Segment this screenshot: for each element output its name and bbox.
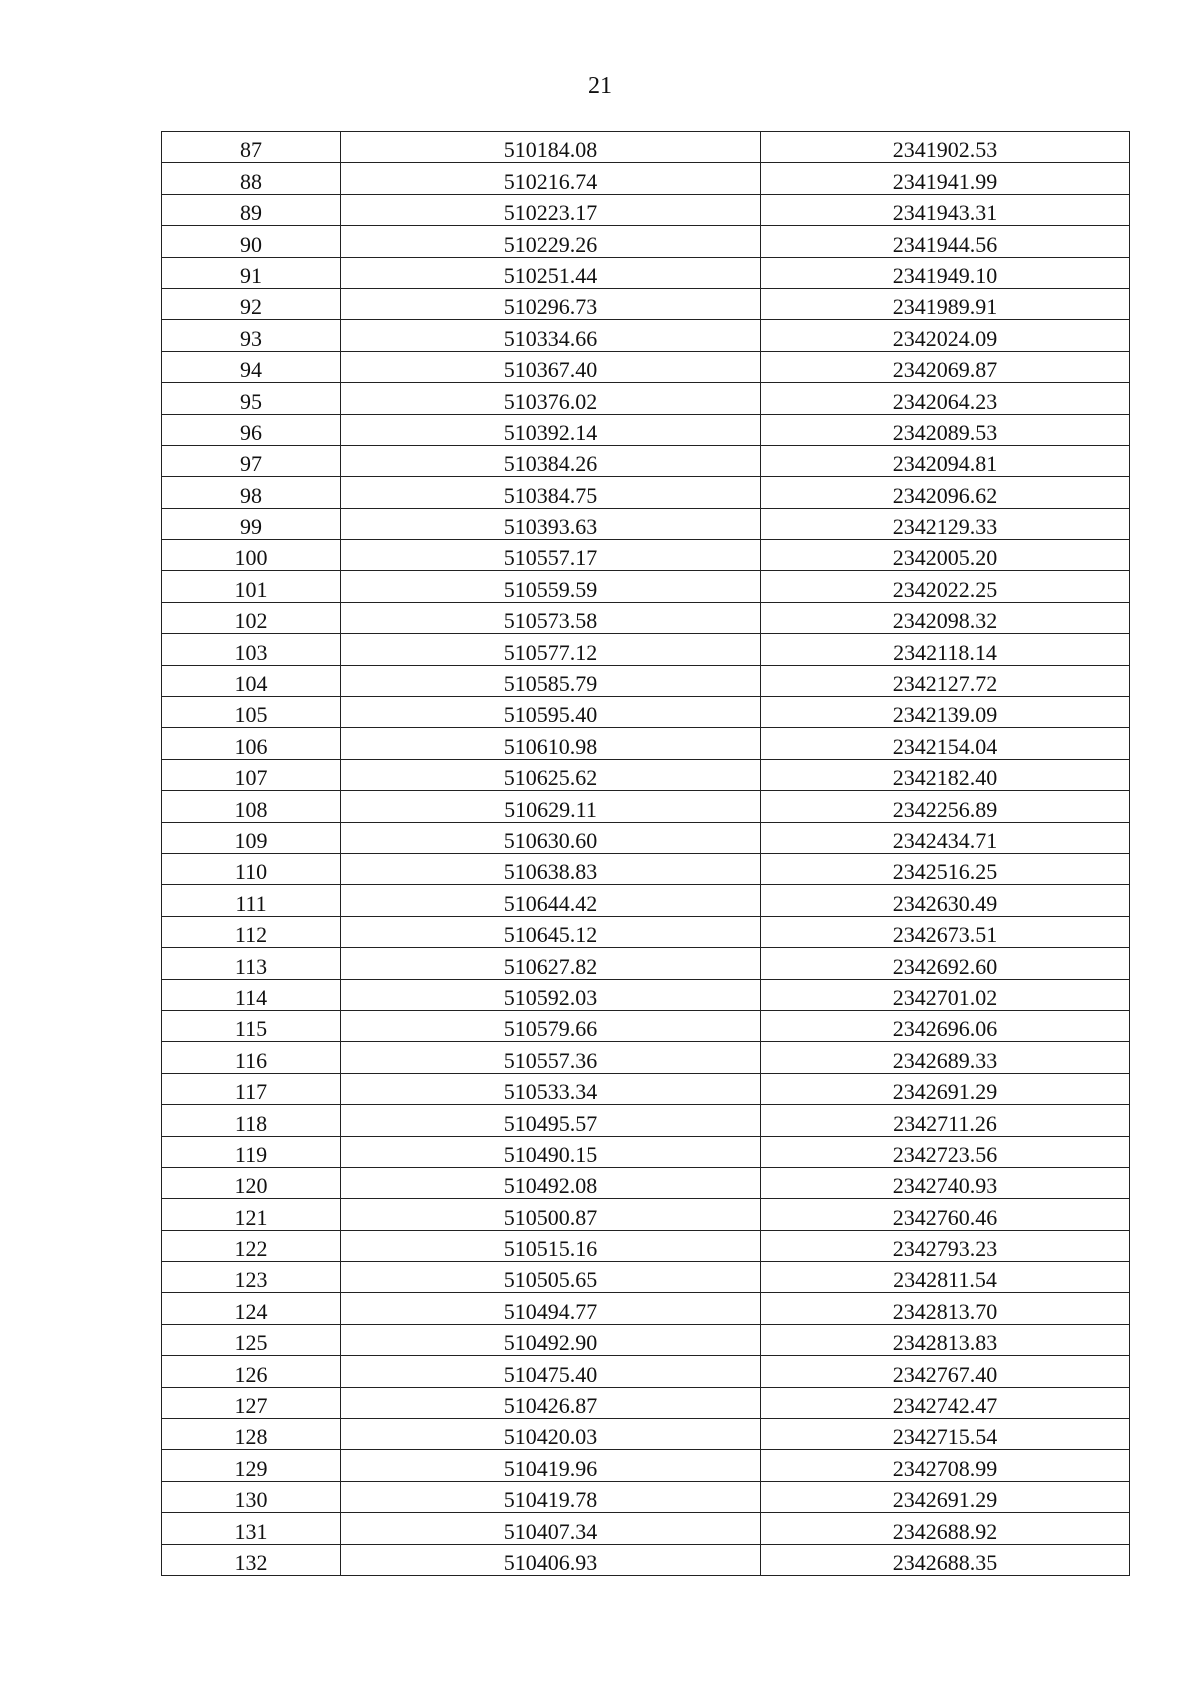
y-coordinate-cell: 2342767.40 bbox=[761, 1356, 1130, 1387]
table-row bbox=[162, 1513, 1130, 1544]
y-coordinate-cell: 2341902.53 bbox=[761, 132, 1130, 163]
x-coordinate-cell: 510644.42 bbox=[341, 885, 761, 916]
table-row bbox=[162, 1010, 1130, 1041]
x-coordinate-cell: 510592.03 bbox=[341, 979, 761, 1010]
point-number-cell: 116 bbox=[162, 1042, 341, 1073]
y-coordinate-cell: 2342069.87 bbox=[761, 351, 1130, 382]
y-coordinate-cell: 2342256.89 bbox=[761, 791, 1130, 822]
x-coordinate-cell: 510585.79 bbox=[341, 665, 761, 696]
table-row bbox=[162, 1105, 1130, 1136]
table-row bbox=[162, 508, 1130, 539]
table-row bbox=[162, 320, 1130, 351]
y-coordinate-cell: 2342701.02 bbox=[761, 979, 1130, 1010]
x-coordinate-cell: 510595.40 bbox=[341, 697, 761, 728]
point-number-cell: 96 bbox=[162, 414, 341, 445]
x-coordinate-cell: 510492.08 bbox=[341, 1167, 761, 1198]
y-coordinate-cell: 2342688.92 bbox=[761, 1513, 1130, 1544]
table-row bbox=[162, 728, 1130, 759]
point-number-cell: 107 bbox=[162, 759, 341, 790]
point-number-cell: 125 bbox=[162, 1324, 341, 1355]
point-number-cell: 97 bbox=[162, 445, 341, 476]
table-row bbox=[162, 665, 1130, 696]
y-coordinate-cell: 2342692.60 bbox=[761, 948, 1130, 979]
table-row bbox=[162, 132, 1130, 163]
y-coordinate-cell: 2342691.29 bbox=[761, 1073, 1130, 1104]
table-row bbox=[162, 1324, 1130, 1355]
point-number-cell: 113 bbox=[162, 948, 341, 979]
point-number-cell: 111 bbox=[162, 885, 341, 916]
point-number-cell: 121 bbox=[162, 1199, 341, 1230]
y-coordinate-cell: 2342129.33 bbox=[761, 508, 1130, 539]
table-row bbox=[162, 979, 1130, 1010]
x-coordinate-cell: 510629.11 bbox=[341, 791, 761, 822]
table-row bbox=[162, 634, 1130, 665]
x-coordinate-cell: 510251.44 bbox=[341, 257, 761, 288]
y-coordinate-cell: 2342742.47 bbox=[761, 1387, 1130, 1418]
point-number-cell: 103 bbox=[162, 634, 341, 665]
x-coordinate-cell: 510229.26 bbox=[341, 226, 761, 257]
point-number-cell: 89 bbox=[162, 194, 341, 225]
x-coordinate-cell: 510334.66 bbox=[341, 320, 761, 351]
point-number-cell: 90 bbox=[162, 226, 341, 257]
table-row bbox=[162, 822, 1130, 853]
point-number-cell: 98 bbox=[162, 477, 341, 508]
y-coordinate-cell: 2342098.32 bbox=[761, 602, 1130, 633]
y-coordinate-cell: 2341949.10 bbox=[761, 257, 1130, 288]
y-coordinate-cell: 2342005.20 bbox=[761, 540, 1130, 571]
y-coordinate-cell: 2342689.33 bbox=[761, 1042, 1130, 1073]
point-number-cell: 115 bbox=[162, 1010, 341, 1041]
y-coordinate-cell: 2342024.09 bbox=[761, 320, 1130, 351]
y-coordinate-cell: 2342434.71 bbox=[761, 822, 1130, 853]
table-row bbox=[162, 1042, 1130, 1073]
y-coordinate-cell: 2342064.23 bbox=[761, 383, 1130, 414]
point-number-cell: 117 bbox=[162, 1073, 341, 1104]
x-coordinate-cell: 510296.73 bbox=[341, 288, 761, 319]
table-row bbox=[162, 1356, 1130, 1387]
point-number-cell: 91 bbox=[162, 257, 341, 288]
x-coordinate-cell: 510557.17 bbox=[341, 540, 761, 571]
x-coordinate-cell: 510577.12 bbox=[341, 634, 761, 665]
y-coordinate-cell: 2342154.04 bbox=[761, 728, 1130, 759]
point-number-cell: 100 bbox=[162, 540, 341, 571]
x-coordinate-cell: 510515.16 bbox=[341, 1230, 761, 1261]
table-row bbox=[162, 1293, 1130, 1324]
y-coordinate-cell: 2342127.72 bbox=[761, 665, 1130, 696]
table-row bbox=[162, 948, 1130, 979]
table-row bbox=[162, 1419, 1130, 1450]
table-row bbox=[162, 288, 1130, 319]
x-coordinate-cell: 510426.87 bbox=[341, 1387, 761, 1418]
x-coordinate-cell: 510625.62 bbox=[341, 759, 761, 790]
x-coordinate-cell: 510367.40 bbox=[341, 351, 761, 382]
y-coordinate-cell: 2341943.31 bbox=[761, 194, 1130, 225]
x-coordinate-cell: 510216.74 bbox=[341, 163, 761, 194]
table-row bbox=[162, 257, 1130, 288]
y-coordinate-cell: 2342630.49 bbox=[761, 885, 1130, 916]
x-coordinate-cell: 510407.34 bbox=[341, 1513, 761, 1544]
y-coordinate-cell: 2342708.99 bbox=[761, 1450, 1130, 1481]
page-number: 21 bbox=[588, 73, 612, 99]
y-coordinate-cell: 2341941.99 bbox=[761, 163, 1130, 194]
point-number-cell: 106 bbox=[162, 728, 341, 759]
x-coordinate-cell: 510492.90 bbox=[341, 1324, 761, 1355]
table-row bbox=[162, 916, 1130, 947]
y-coordinate-cell: 2342182.40 bbox=[761, 759, 1130, 790]
point-number-cell: 104 bbox=[162, 665, 341, 696]
y-coordinate-cell: 2342723.56 bbox=[761, 1136, 1130, 1167]
point-number-cell: 123 bbox=[162, 1262, 341, 1293]
point-number-cell: 109 bbox=[162, 822, 341, 853]
x-coordinate-cell: 510406.93 bbox=[341, 1544, 761, 1575]
point-number-cell: 132 bbox=[162, 1544, 341, 1575]
point-number-cell: 112 bbox=[162, 916, 341, 947]
table-row bbox=[162, 414, 1130, 445]
x-coordinate-cell: 510573.58 bbox=[341, 602, 761, 633]
table-row bbox=[162, 571, 1130, 602]
y-coordinate-cell: 2342139.09 bbox=[761, 697, 1130, 728]
point-number-cell: 95 bbox=[162, 383, 341, 414]
y-coordinate-cell: 2342691.29 bbox=[761, 1481, 1130, 1512]
x-coordinate-cell: 510557.36 bbox=[341, 1042, 761, 1073]
point-number-cell: 119 bbox=[162, 1136, 341, 1167]
x-coordinate-cell: 510184.08 bbox=[341, 132, 761, 163]
x-coordinate-cell: 510559.59 bbox=[341, 571, 761, 602]
table-row bbox=[162, 697, 1130, 728]
table-row bbox=[162, 383, 1130, 414]
x-coordinate-cell: 510627.82 bbox=[341, 948, 761, 979]
x-coordinate-cell: 510610.98 bbox=[341, 728, 761, 759]
table-row bbox=[162, 1230, 1130, 1261]
y-coordinate-cell: 2342711.26 bbox=[761, 1105, 1130, 1136]
table-row bbox=[162, 1073, 1130, 1104]
point-number-cell: 108 bbox=[162, 791, 341, 822]
point-number-cell: 129 bbox=[162, 1450, 341, 1481]
point-number-cell: 124 bbox=[162, 1293, 341, 1324]
point-number-cell: 127 bbox=[162, 1387, 341, 1418]
x-coordinate-cell: 510505.65 bbox=[341, 1262, 761, 1293]
x-coordinate-cell: 510419.78 bbox=[341, 1481, 761, 1512]
y-coordinate-cell: 2342813.70 bbox=[761, 1293, 1130, 1324]
table-row bbox=[162, 445, 1130, 476]
table-row bbox=[162, 602, 1130, 633]
point-number-cell: 87 bbox=[162, 132, 341, 163]
point-number-cell: 88 bbox=[162, 163, 341, 194]
y-coordinate-cell: 2342760.46 bbox=[761, 1199, 1130, 1230]
table-row bbox=[162, 540, 1130, 571]
point-number-cell: 114 bbox=[162, 979, 341, 1010]
table-row bbox=[162, 477, 1130, 508]
table-row bbox=[162, 194, 1130, 225]
table-row bbox=[162, 1136, 1130, 1167]
table-row bbox=[162, 885, 1130, 916]
y-coordinate-cell: 2342696.06 bbox=[761, 1010, 1130, 1041]
y-coordinate-cell: 2342813.83 bbox=[761, 1324, 1130, 1355]
x-coordinate-cell: 510376.02 bbox=[341, 383, 761, 414]
point-number-cell: 131 bbox=[162, 1513, 341, 1544]
y-coordinate-cell: 2342715.54 bbox=[761, 1419, 1130, 1450]
table-row bbox=[162, 1481, 1130, 1512]
table-row bbox=[162, 163, 1130, 194]
y-coordinate-cell: 2342673.51 bbox=[761, 916, 1130, 947]
table-row bbox=[162, 1387, 1130, 1418]
y-coordinate-cell: 2342094.81 bbox=[761, 445, 1130, 476]
point-number-cell: 92 bbox=[162, 288, 341, 319]
y-coordinate-cell: 2341989.91 bbox=[761, 288, 1130, 319]
table-row bbox=[162, 351, 1130, 382]
table-row bbox=[162, 1262, 1130, 1293]
point-number-cell: 122 bbox=[162, 1230, 341, 1261]
x-coordinate-cell: 510223.17 bbox=[341, 194, 761, 225]
x-coordinate-cell: 510645.12 bbox=[341, 916, 761, 947]
x-coordinate-cell: 510579.66 bbox=[341, 1010, 761, 1041]
x-coordinate-cell: 510533.34 bbox=[341, 1073, 761, 1104]
y-coordinate-cell: 2342740.93 bbox=[761, 1167, 1130, 1198]
x-coordinate-cell: 510384.26 bbox=[341, 445, 761, 476]
point-number-cell: 94 bbox=[162, 351, 341, 382]
table-row bbox=[162, 1167, 1130, 1198]
x-coordinate-cell: 510495.57 bbox=[341, 1105, 761, 1136]
x-coordinate-cell: 510392.14 bbox=[341, 414, 761, 445]
y-coordinate-cell: 2342811.54 bbox=[761, 1262, 1130, 1293]
table-row bbox=[162, 791, 1130, 822]
point-number-cell: 110 bbox=[162, 853, 341, 884]
point-number-cell: 93 bbox=[162, 320, 341, 351]
point-number-cell: 120 bbox=[162, 1167, 341, 1198]
coordinates-table-body bbox=[162, 132, 1130, 1576]
x-coordinate-cell: 510638.83 bbox=[341, 853, 761, 884]
y-coordinate-cell: 2342516.25 bbox=[761, 853, 1130, 884]
x-coordinate-cell: 510494.77 bbox=[341, 1293, 761, 1324]
point-number-cell: 118 bbox=[162, 1105, 341, 1136]
y-coordinate-cell: 2341944.56 bbox=[761, 226, 1130, 257]
x-coordinate-cell: 510630.60 bbox=[341, 822, 761, 853]
x-coordinate-cell: 510419.96 bbox=[341, 1450, 761, 1481]
x-coordinate-cell: 510490.15 bbox=[341, 1136, 761, 1167]
point-number-cell: 126 bbox=[162, 1356, 341, 1387]
x-coordinate-cell: 510420.03 bbox=[341, 1419, 761, 1450]
point-number-cell: 99 bbox=[162, 508, 341, 539]
y-coordinate-cell: 2342118.14 bbox=[761, 634, 1130, 665]
table-row bbox=[162, 226, 1130, 257]
table-row bbox=[162, 759, 1130, 790]
y-coordinate-cell: 2342096.62 bbox=[761, 477, 1130, 508]
point-number-cell: 128 bbox=[162, 1419, 341, 1450]
point-number-cell: 101 bbox=[162, 571, 341, 602]
y-coordinate-cell: 2342022.25 bbox=[761, 571, 1130, 602]
table-row bbox=[162, 1544, 1130, 1575]
x-coordinate-cell: 510500.87 bbox=[341, 1199, 761, 1230]
x-coordinate-cell: 510393.63 bbox=[341, 508, 761, 539]
table-row bbox=[162, 1450, 1130, 1481]
table-row bbox=[162, 1199, 1130, 1230]
coordinates-table bbox=[161, 131, 1130, 1576]
y-coordinate-cell: 2342089.53 bbox=[761, 414, 1130, 445]
y-coordinate-cell: 2342688.35 bbox=[761, 1544, 1130, 1575]
point-number-cell: 102 bbox=[162, 602, 341, 633]
x-coordinate-cell: 510475.40 bbox=[341, 1356, 761, 1387]
point-number-cell: 105 bbox=[162, 697, 341, 728]
point-number-cell: 130 bbox=[162, 1481, 341, 1512]
x-coordinate-cell: 510384.75 bbox=[341, 477, 761, 508]
y-coordinate-cell: 2342793.23 bbox=[761, 1230, 1130, 1261]
table-row bbox=[162, 853, 1130, 884]
